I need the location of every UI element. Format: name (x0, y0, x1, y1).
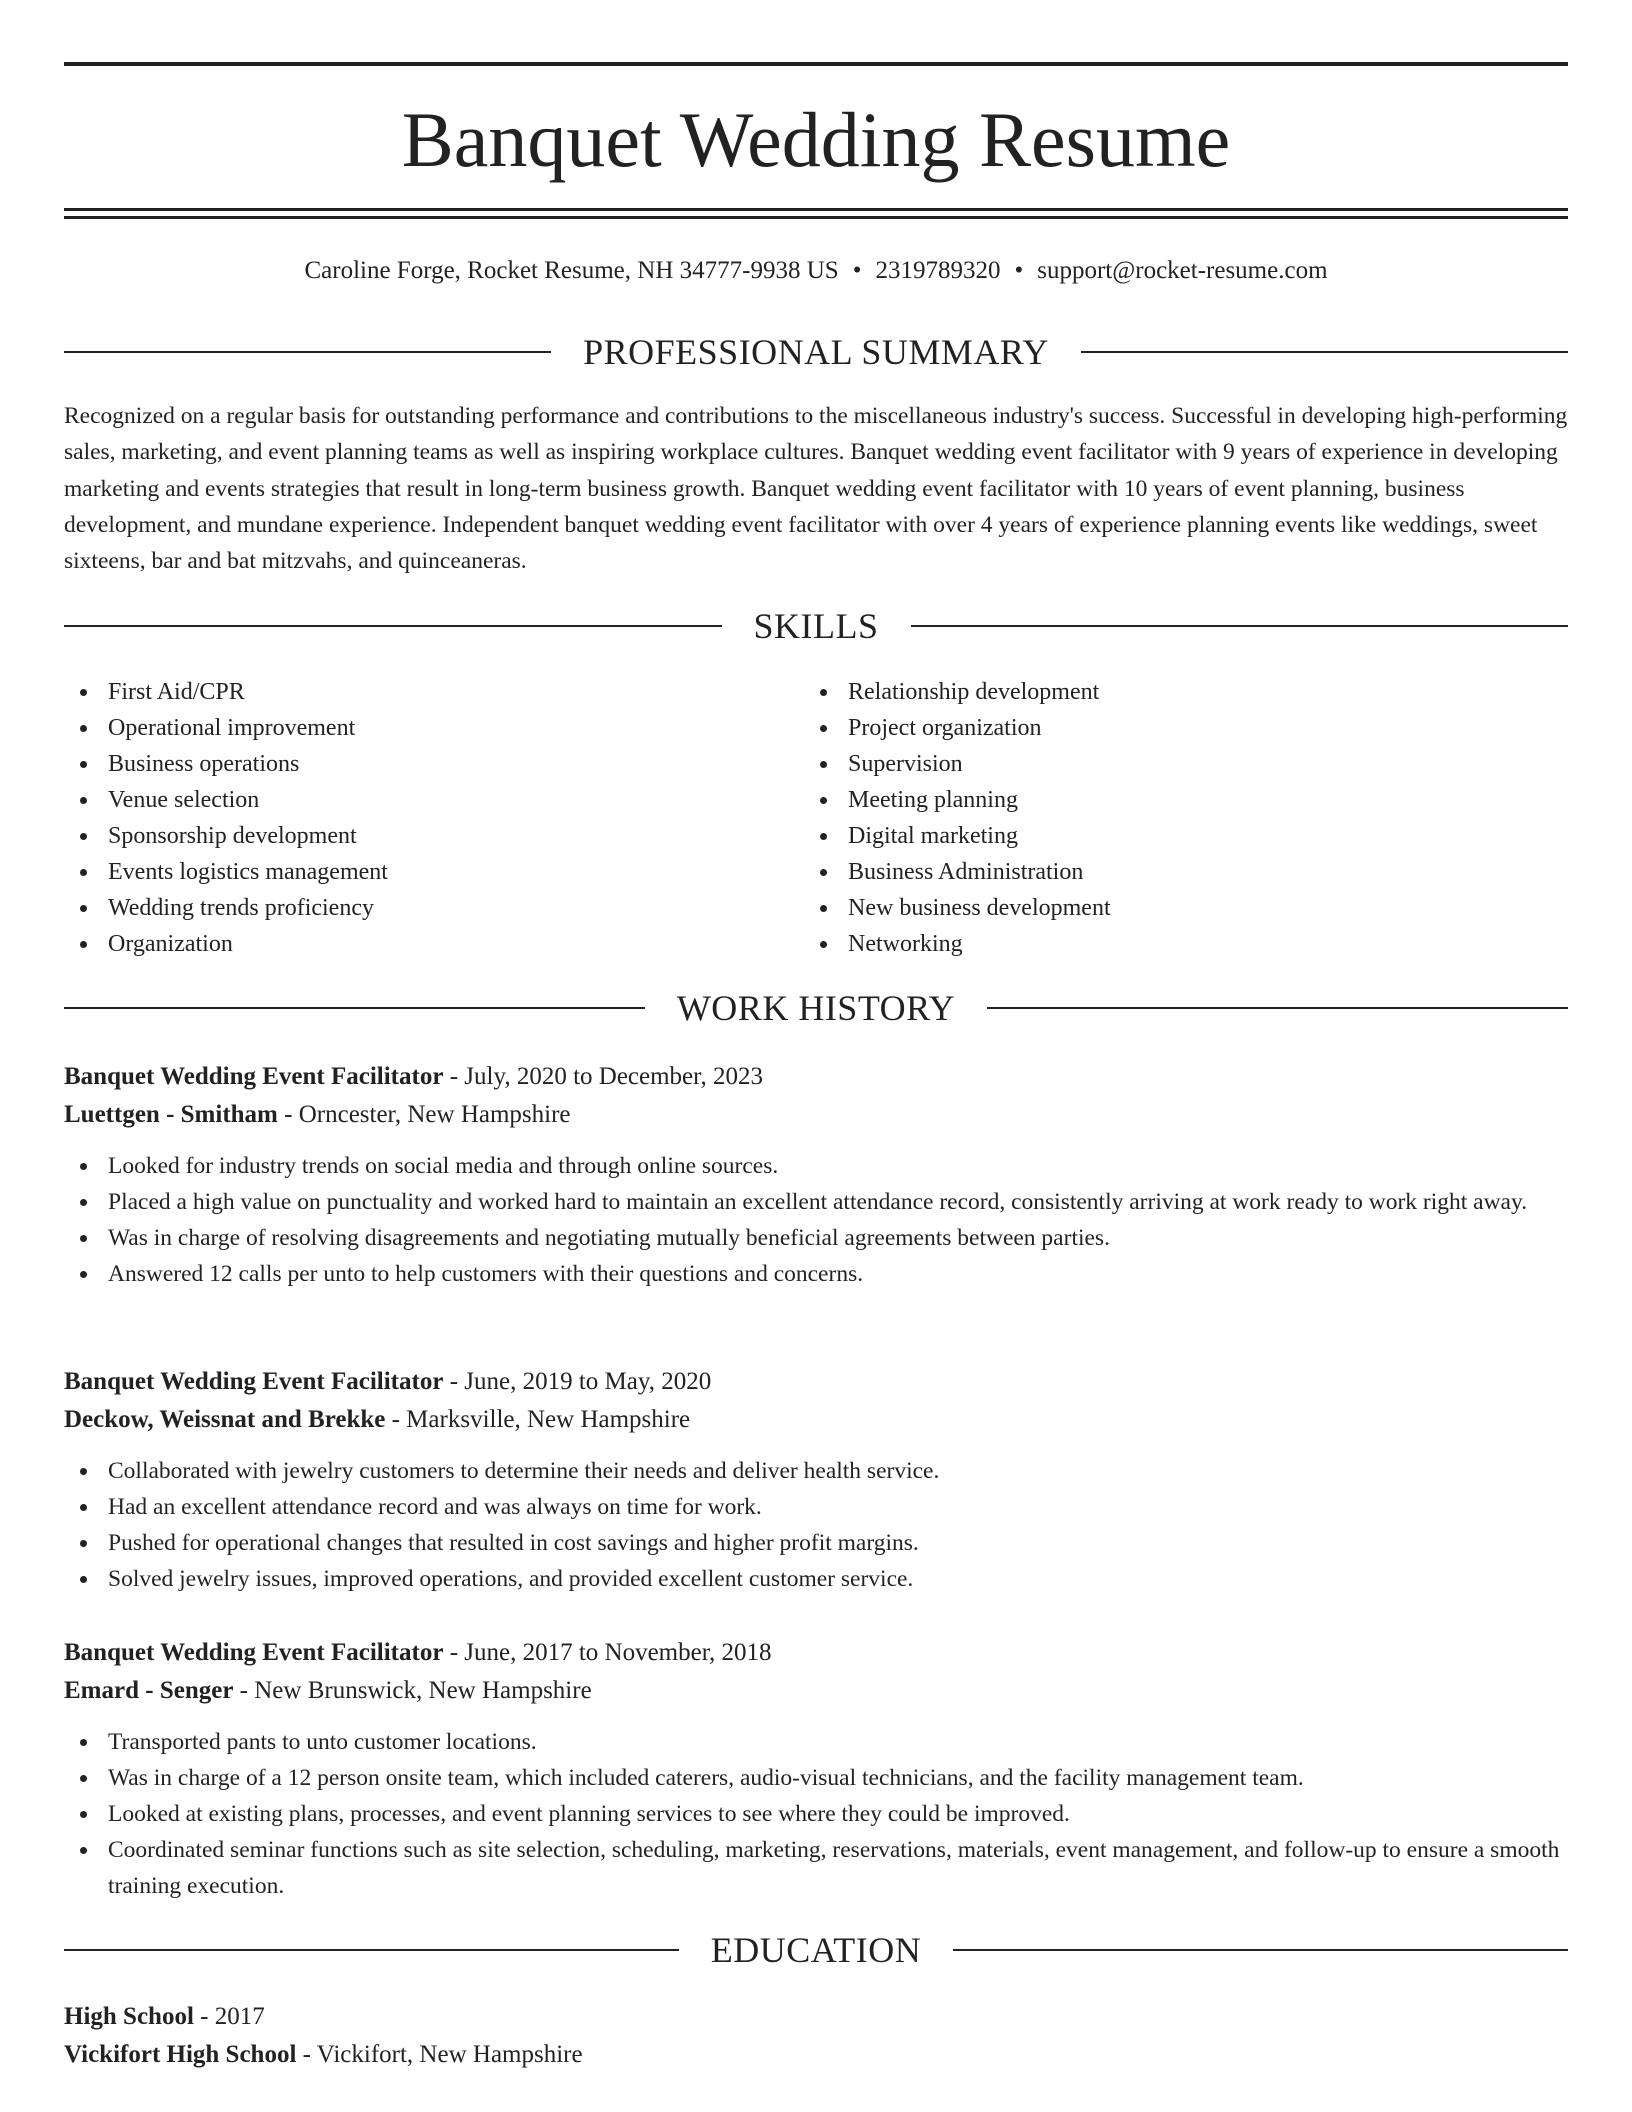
education-entry (64, 1998, 1568, 2074)
contact-address: Caroline Forge, Rocket Resume, NH 34777-9938 US (304, 257, 839, 284)
skill-item: Wedding trends proficiency (64, 890, 764, 926)
job-entry (64, 1634, 1568, 1904)
job-company: Luettgen - Smitham (64, 1101, 278, 1128)
skills-list-right (804, 674, 1504, 962)
skill-item: Networking (804, 926, 1504, 962)
education-year: - 2017 (193, 2003, 265, 2030)
job-bullets (64, 1724, 1568, 1904)
heading-rule-right (987, 1007, 1568, 1009)
education-location: - Vickifort, New Hampshire (296, 2041, 583, 2068)
heading-rule-left (64, 1007, 645, 1009)
job-bullet: Looked for industry trends on social media and through online sources. (64, 1148, 1568, 1184)
contact-separator: • (1014, 257, 1024, 284)
skill-item: Operational improvement (64, 710, 764, 746)
skill-item: Business Administration (804, 854, 1504, 890)
skill-item: Organization (64, 926, 764, 962)
job-bullet: Placed a high value on punctuality and worked hard to maintain an excellent attendance record, consistently arriving at work ready to work right away. (64, 1184, 1568, 1220)
job-title: Banquet Wedding Event Facilitator (64, 1063, 444, 1090)
title-rule-lower (64, 216, 1568, 219)
job-dates: - July, 2020 to December, 2023 (443, 1063, 763, 1090)
education-degree: High School (64, 2003, 194, 2030)
skill-item: First Aid/CPR (64, 674, 764, 710)
skill-item: Venue selection (64, 782, 764, 818)
heading-rule-right (953, 1949, 1568, 1951)
title-rule-upper (64, 208, 1568, 211)
skill-item: Business operations (64, 746, 764, 782)
section-heading-skills (64, 604, 1568, 648)
job-company-line (64, 1672, 1568, 1710)
job-entry (64, 1363, 1568, 1597)
job-location: - New Brunswick, New Hampshire (233, 1677, 592, 1704)
skill-item: Relationship development (804, 674, 1504, 710)
contact-email: support@rocket-resume.com (1037, 257, 1328, 284)
section-heading-education (64, 1928, 1568, 1972)
heading-rule-left (64, 1949, 679, 1951)
job-bullet: Solved jewelry issues, improved operations, and provided excellent customer service. (64, 1561, 1568, 1597)
education-school-line (64, 2036, 1568, 2074)
section-heading-summary (64, 330, 1568, 374)
job-company-line (64, 1401, 1568, 1439)
job-location: - Orncester, New Hampshire (277, 1101, 571, 1128)
contact-line (64, 254, 1568, 288)
skill-item: Meeting planning (804, 782, 1504, 818)
skill-item: Sponsorship development (64, 818, 764, 854)
job-bullet: Was in charge of a 12 person onsite team, which included caterers, audio-visual technicians, and the facility management team. (64, 1760, 1568, 1796)
skill-item: Project organization (804, 710, 1504, 746)
job-bullet: Answered 12 calls per unto to help customers with their questions and concerns. (64, 1256, 1568, 1292)
job-company: Deckow, Weissnat and Brekke (64, 1406, 386, 1433)
contact-separator: • (852, 257, 862, 284)
job-dates: - June, 2017 to November, 2018 (443, 1639, 772, 1666)
job-bullet: Looked at existing plans, processes, and event planning services to see where they could be improved. (64, 1796, 1568, 1832)
job-dates: - June, 2019 to May, 2020 (443, 1368, 712, 1395)
education-degree-line (64, 1998, 1568, 2036)
job-bullet: Collaborated with jewelry customers to determine their needs and deliver health service. (64, 1453, 1568, 1489)
job-bullets (64, 1148, 1568, 1292)
section-title: PROFESSIONAL SUMMARY (583, 332, 1049, 372)
job-bullet: Transported pants to unto customer locations. (64, 1724, 1568, 1760)
skills-list-left (64, 674, 764, 962)
job-title-line (64, 1058, 1568, 1096)
heading-rule-right (911, 625, 1569, 627)
job-bullets (64, 1453, 1568, 1597)
job-bullet: Was in charge of resolving disagreements and negotiating mutually beneficial agreements between parties. (64, 1220, 1568, 1256)
summary-text: Recognized on a regular basis for outstanding performance and contributions to the miscellaneous industry's success. Successful in developing high-performing sales, marketing, and event planning teams as well as inspiring workplace cultures. Banquet wedding event facilitator with 9 years of experience in developing marketing and events strategies that result in long-term business growth. Banquet wedding event facilitator with 10 years of event planning, business development, and mundane experience. Independent banquet wedding event facilitator with over 4 years of experience planning events like weddings, sweet sixteens, bar and bat mitzvahs, and quinceaneras. (64, 403, 1568, 575)
job-bullet: Coordinated seminar functions such as site selection, scheduling, marketing, reservations, materials, event management, and follow-up to ensure a smooth training execution. (64, 1832, 1568, 1904)
job-location: - Marksville, New Hampshire (385, 1406, 691, 1433)
job-title: Banquet Wedding Event Facilitator (64, 1368, 444, 1395)
job-title: Banquet Wedding Event Facilitator (64, 1639, 444, 1666)
contact-phone: 2319789320 (875, 257, 1001, 284)
heading-rule-left (64, 351, 551, 353)
skill-item: Digital marketing (804, 818, 1504, 854)
section-title: SKILLS (753, 606, 879, 646)
section-title: EDUCATION (710, 1930, 922, 1970)
job-company: Emard - Senger (64, 1677, 234, 1704)
section-title: WORK HISTORY (676, 988, 956, 1028)
top-rule (64, 62, 1568, 66)
job-company-line (64, 1096, 1568, 1134)
job-title-line (64, 1363, 1568, 1401)
heading-rule-right (1081, 351, 1568, 353)
education-school: Vickifort High School (64, 2041, 297, 2068)
heading-rule-left (64, 625, 722, 627)
job-bullet: Pushed for operational changes that resulted in cost savings and higher profit margins. (64, 1525, 1568, 1561)
job-title-line (64, 1634, 1568, 1672)
section-heading-work (64, 986, 1568, 1030)
skill-item: New business development (804, 890, 1504, 926)
job-bullet: Had an excellent attendance record and was always on time for work. (64, 1489, 1568, 1525)
job-entry (64, 1058, 1568, 1292)
resume-title: Banquet Wedding Resume (401, 96, 1231, 183)
skill-item: Supervision (804, 746, 1504, 782)
skill-item: Events logistics management (64, 854, 764, 890)
